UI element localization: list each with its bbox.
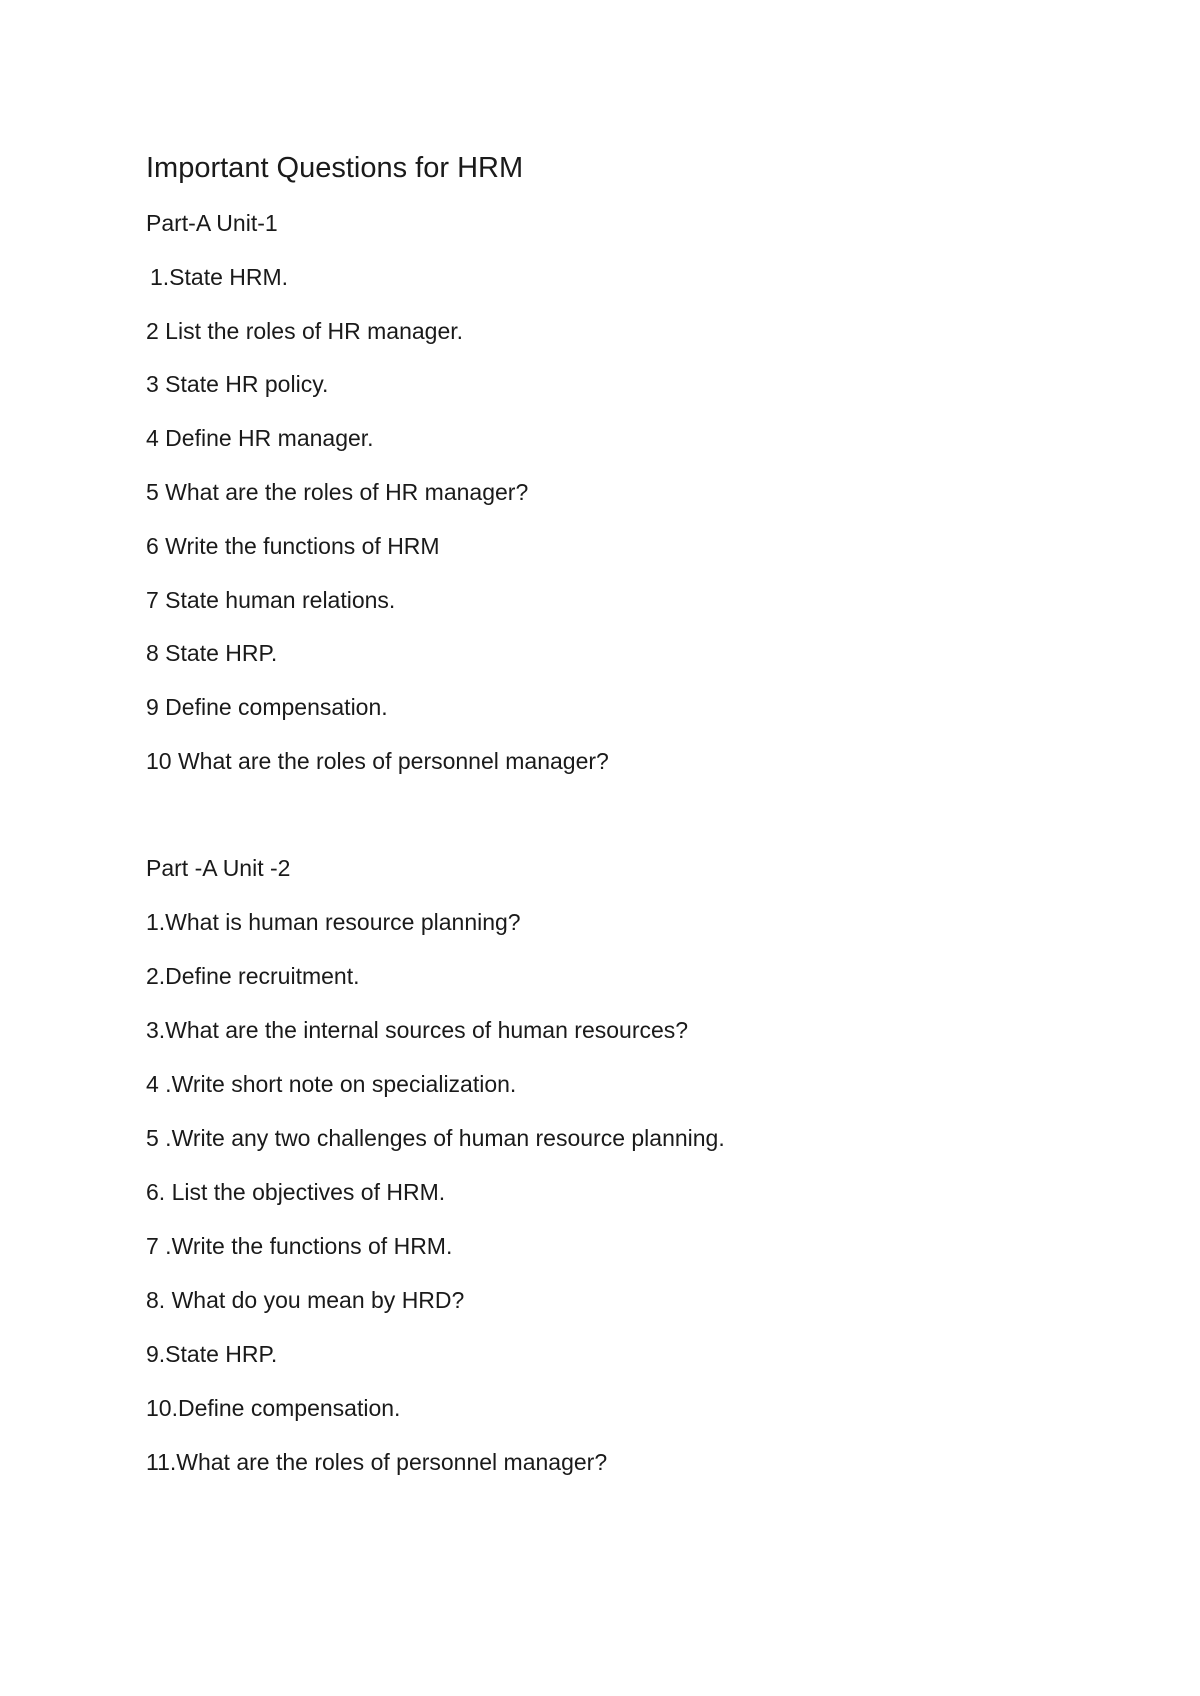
unit1-question-6: 6 Write the functions of HRM xyxy=(146,533,440,559)
unit2-question-1: 1.What is human resource planning? xyxy=(146,909,521,935)
unit1-question-8: 8 State HRP. xyxy=(146,640,278,666)
unit2-heading: Part -A Unit -2 xyxy=(146,855,291,881)
unit1-question-4: 4 Define HR manager. xyxy=(146,425,374,451)
unit2-question-11: 11.What are the roles of personnel manager? xyxy=(146,1449,608,1475)
unit2-question-6: 6. List the objectives of HRM. xyxy=(146,1179,446,1205)
unit2-question-2: 2.Define recruitment. xyxy=(146,963,360,989)
unit1-question-5: 5 What are the roles of HR manager? xyxy=(146,479,529,505)
unit1-question-1: 1.State HRM. xyxy=(150,264,289,290)
unit1-question-10: 10 What are the roles of personnel manager? xyxy=(146,748,609,774)
unit1-question-7: 7 State human relations. xyxy=(146,587,396,613)
unit1-question-2: 2 List the roles of HR manager. xyxy=(146,318,464,344)
unit2-question-10: 10.Define compensation. xyxy=(146,1395,401,1421)
unit2-question-3: 3.What are the internal sources of human resources? xyxy=(146,1017,689,1043)
unit1-question-3: 3 State HR policy. xyxy=(146,371,329,397)
unit1-question-9: 9 Define compensation. xyxy=(146,694,388,720)
unit2-question-5: 5 .Write any two challenges of human resource planning. xyxy=(146,1125,725,1151)
unit2-question-4: 4 .Write short note on specialization. xyxy=(146,1071,517,1097)
unit2-question-9: 9.State HRP. xyxy=(146,1341,278,1367)
unit2-question-7: 7 .Write the functions of HRM. xyxy=(146,1233,453,1259)
unit2-question-8: 8. What do you mean by HRD? xyxy=(146,1287,465,1313)
unit1-heading: Part-A Unit-1 xyxy=(146,210,278,236)
document-title: Important Questions for HRM xyxy=(146,152,524,184)
